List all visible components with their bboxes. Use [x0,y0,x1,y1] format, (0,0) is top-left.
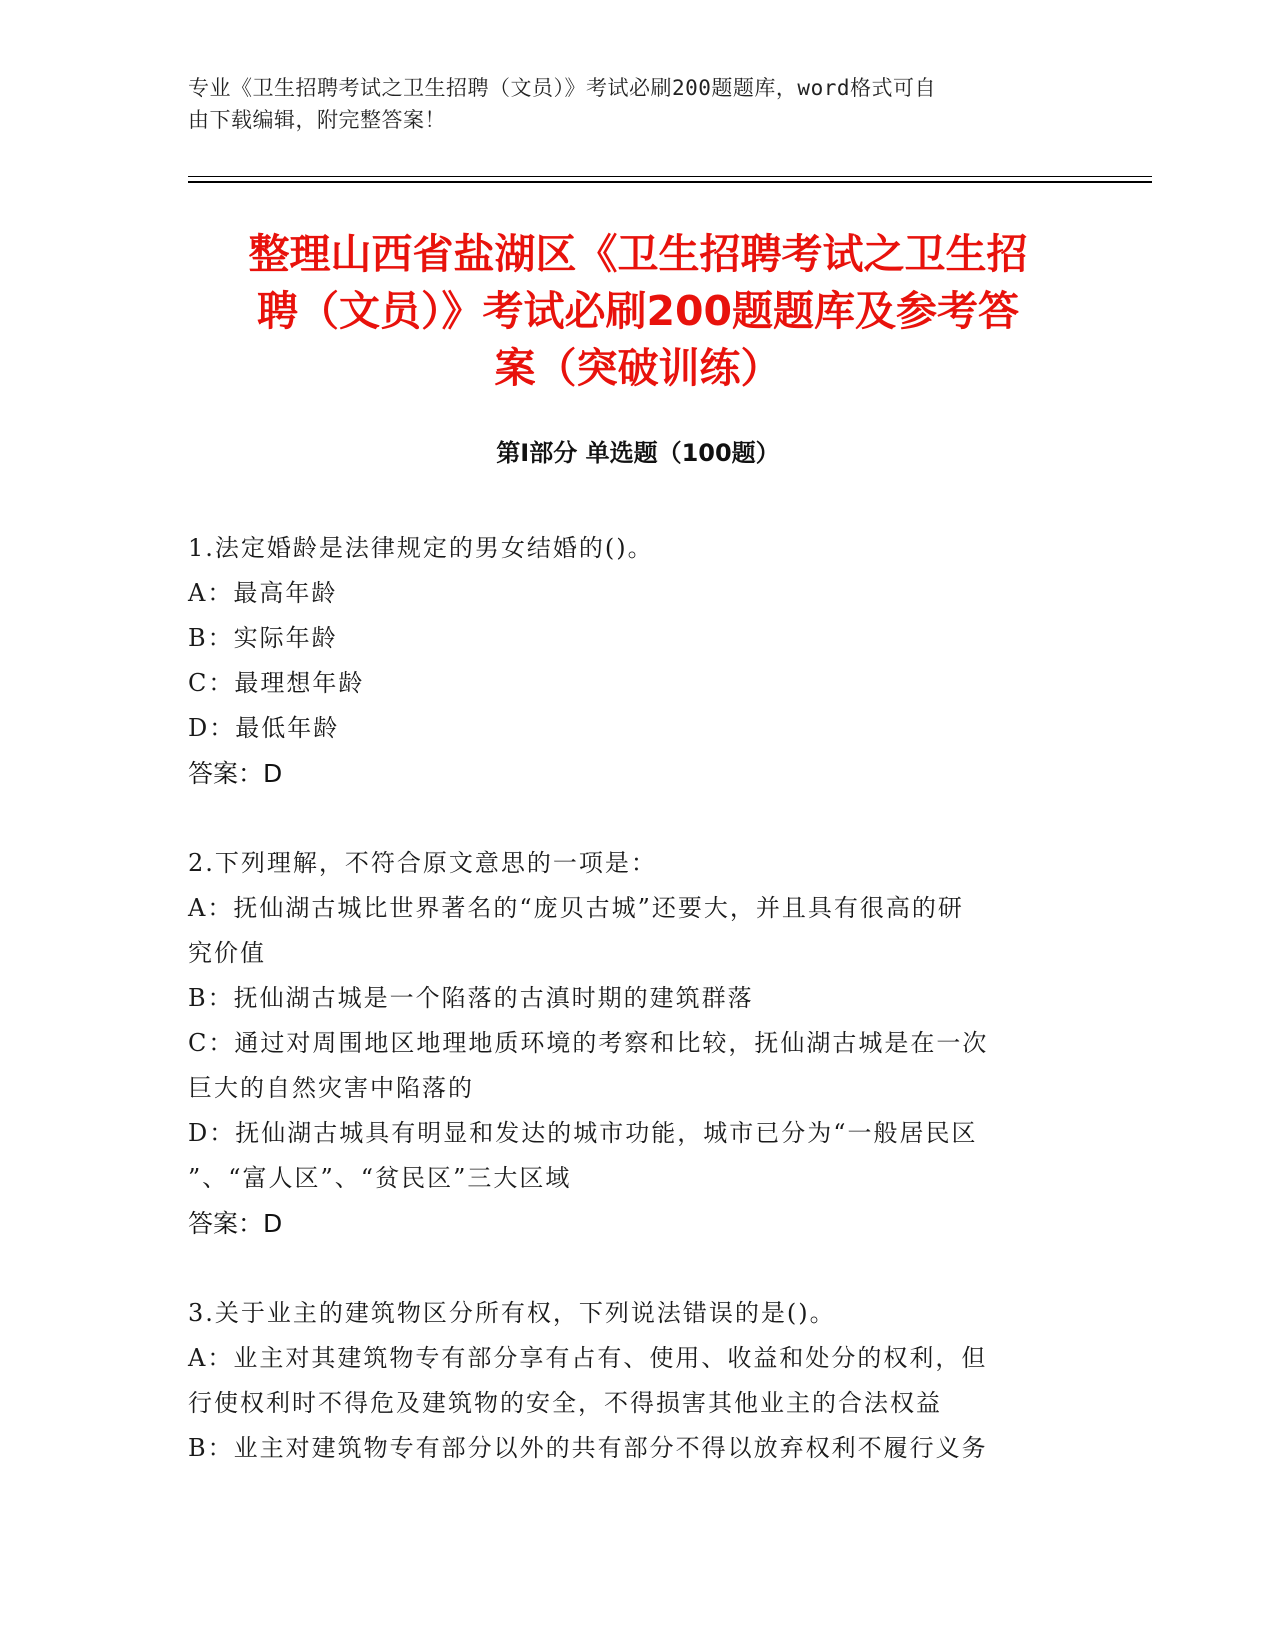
option-b: B：抚仙湖古城是一个陷落的古滇时期的建筑群落 [188,984,754,1012]
question-block [188,526,1088,796]
question-block [188,1291,1088,1471]
question-list [188,526,1088,1471]
question-text: 3.关于业主的建筑物区分所有权，下列说法错误的是()。 [188,1299,836,1327]
option-d: D：抚仙湖古城具有明显和发达的城市功能，城市已分为“一般居民区 [188,1119,978,1147]
option-b: B：业主对建筑物专有部分以外的共有部分不得以放弃权利不履行义务 [188,1434,988,1462]
title-line: 聘（文员）》考试必刷200题题库及参考答 [256,287,1020,335]
answer-line: 答案：D [188,1209,283,1238]
option-d-continued: ”、“富人区”、“贫民区”三大区域 [188,1164,572,1192]
header-note-line: 专业《卫生招聘考试之卫生招聘（文员）》考试必刷200题题库，word格式可自 [188,76,936,100]
option-d: D：最低年龄 [188,714,340,742]
title-line: 案（突破训练） [494,344,782,392]
answer-line: 答案：D [188,759,283,788]
section-heading: 第Ⅰ部分 单选题（100题） [496,439,780,467]
header-divider-thick [188,181,1152,183]
question-block [188,841,1088,1246]
option-c-continued: 巨大的自然灾害中陷落的 [188,1074,474,1102]
document-title [188,226,1088,397]
option-a-continued: 行使权利时不得危及建筑物的安全，不得损害其他业主的合法权益 [188,1389,942,1417]
header-note-line: 由下载编辑，附完整答案！ [188,108,446,132]
option-a: A：业主对其建筑物专有部分享有占有、使用、收益和处分的权利，但 [188,1344,988,1372]
option-a: A：抚仙湖古城比世界著名的“庞贝古城”还要大，并且具有很高的研 [188,894,964,922]
option-a-continued: 究价值 [188,939,266,967]
option-a: A：最高年龄 [188,579,338,607]
header-note [188,72,1068,136]
question-spacer [188,796,1088,841]
header-divider-thin [188,176,1152,177]
question-text: 2.下列理解，不符合原文意思的一项是： [188,849,657,877]
question-text: 1.法定婚龄是法律规定的男女结婚的()。 [188,534,654,562]
option-c: C：最理想年龄 [188,669,365,697]
title-line: 整理山西省盐湖区《卫生招聘考试之卫生招 [248,230,1028,278]
question-spacer [188,1246,1088,1291]
option-c: C：通过对周围地区地理地质环境的考察和比较，抚仙湖古城是在一次 [188,1029,989,1057]
option-b: B：实际年龄 [188,624,338,652]
